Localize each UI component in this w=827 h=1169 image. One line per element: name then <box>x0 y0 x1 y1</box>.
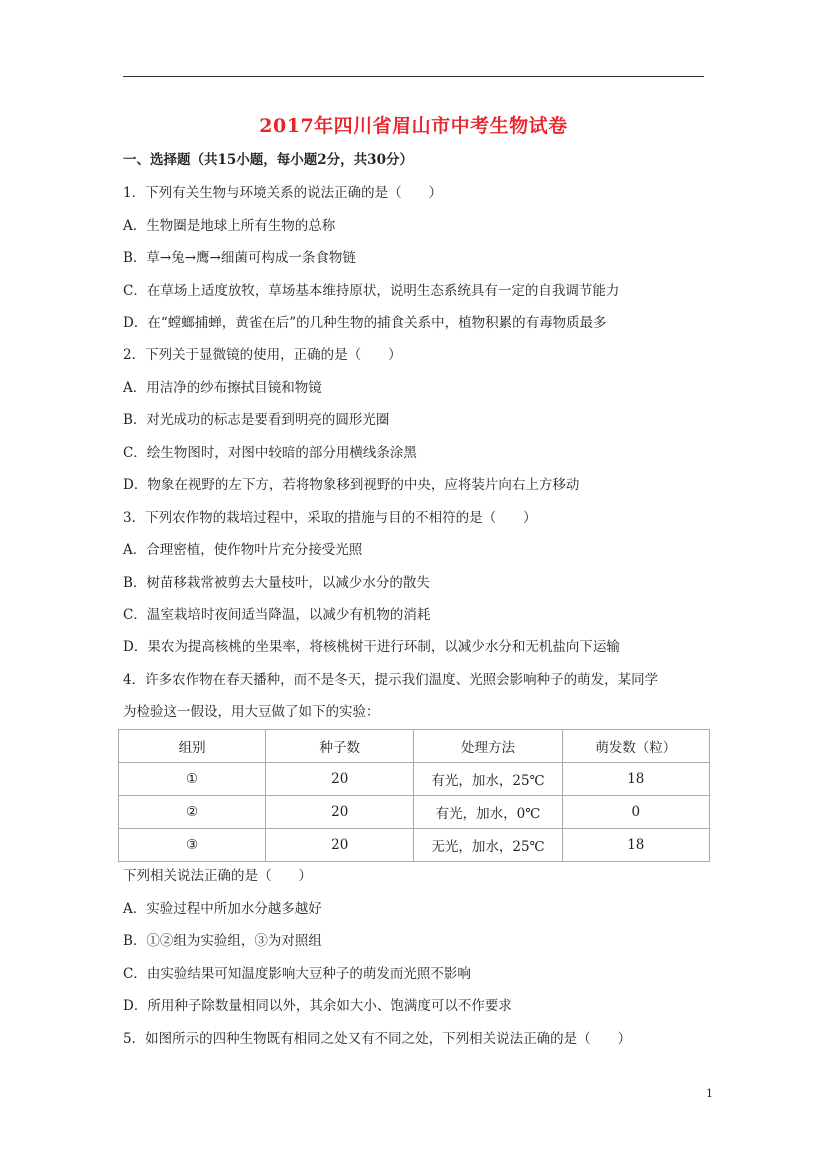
question-4-stem-line1: 4．许多农作物在春天播种，而不是冬天，提示我们温度、光照会影响种子的萌发，某同学 <box>123 672 659 688</box>
question-3-option-d: D．果农为提高核桃的坐果率，将核桃树干进行环制，以减少水分和无机盐向下运输 <box>123 639 620 655</box>
table-row <box>119 763 710 796</box>
question-4-prompt: 下列相关说法正确的是（ ） <box>123 868 312 884</box>
question-4-option-d: D．所用种子除数量相同以外，其余如大小、饱满度可以不作要求 <box>123 998 512 1014</box>
table-cell: 20 <box>266 763 414 796</box>
question-2-option-d: D．物象在视野的左下方，若将物象移到视野的中央，应将装片向右上方移动 <box>123 477 580 493</box>
question-3-stem: 3．下列农作物的栽培过程中，采取的措施与目的不相符的是（ ） <box>123 510 537 526</box>
question-4-option-c: C．由实验结果可知温度影响大豆种子的萌发而光照不影响 <box>123 966 471 982</box>
question-5-stem: 5．如图所示的四种生物既有相同之处又有不同之处，下列相关说法正确的是（ ） <box>123 1031 632 1047</box>
table-cell: 0 <box>562 796 709 829</box>
table-cell: 20 <box>266 829 414 862</box>
table-row <box>119 796 710 829</box>
table-cell: ① <box>119 763 266 796</box>
question-1-option-a: A．生物圈是地球上所有生物的总称 <box>123 218 336 234</box>
table-row <box>119 829 710 862</box>
table-cell: ② <box>119 796 266 829</box>
section-heading: 一、选择题（共15小题，每小题2分，共30分） <box>123 152 413 168</box>
table-header-cell: 萌发数（粒） <box>562 730 709 763</box>
question-4-stem-line2: 为检验这一假设，用大豆做了如下的实验： <box>123 704 380 720</box>
question-1-option-b: B．草→兔→鹰→细菌可构成一条食物链 <box>123 250 356 266</box>
question-1-option-d: D．在“螳螂捕蝉，黄雀在后”的几种生物的捕食关系中，植物积累的有毒物质最多 <box>123 315 607 331</box>
table-header-cell: 处理方法 <box>414 730 562 763</box>
table-cell: ③ <box>119 829 266 862</box>
experiment-table <box>118 729 710 862</box>
table-cell: 20 <box>266 796 414 829</box>
header-rule <box>123 76 704 77</box>
table-cell: 无光，加水，25℃ <box>414 829 562 862</box>
page-title: 2017年四川省眉山市中考生物试卷 <box>259 115 568 137</box>
question-3-option-b: B．树苗移栽常被剪去大量枝叶，以减少水分的散失 <box>123 575 430 591</box>
table-cell: 18 <box>562 829 709 862</box>
page-number: 1 <box>706 1087 713 1100</box>
question-3-option-a: A．合理密植，使作物叶片充分接受光照 <box>123 542 363 558</box>
table-header-cell: 种子数 <box>266 730 414 763</box>
table-cell: 18 <box>562 763 709 796</box>
question-1-stem: 1．下列有关生物与环境关系的说法正确的是（ ） <box>123 185 443 201</box>
table-header-cell: 组别 <box>119 730 266 763</box>
question-3-option-c: C．温室栽培时夜间适当降温，以减少有机物的消耗 <box>123 607 431 623</box>
table-cell: 有光，加水，0℃ <box>414 796 562 829</box>
question-2-option-a: A．用洁净的纱布擦拭目镜和物镜 <box>123 380 322 396</box>
question-4-option-b: B．①②组为实验组，③为对照组 <box>123 933 322 949</box>
table-cell: 有光，加水，25℃ <box>414 763 562 796</box>
question-2-option-c: C．绘生物图时，对图中较暗的部分用横线条涂黑 <box>123 445 417 461</box>
question-1-option-c: C．在草场上适度放牧，草场基本维持原状，说明生态系统具有一定的自我调节能力 <box>123 283 620 299</box>
question-4-option-a: A．实验过程中所加水分越多越好 <box>123 901 322 917</box>
question-2-stem: 2．下列关于显微镜的使用，正确的是（ ） <box>123 347 402 363</box>
table-header-row <box>119 730 710 763</box>
question-2-option-b: B．对光成功的标志是要看到明亮的圆形光圈 <box>123 412 390 428</box>
